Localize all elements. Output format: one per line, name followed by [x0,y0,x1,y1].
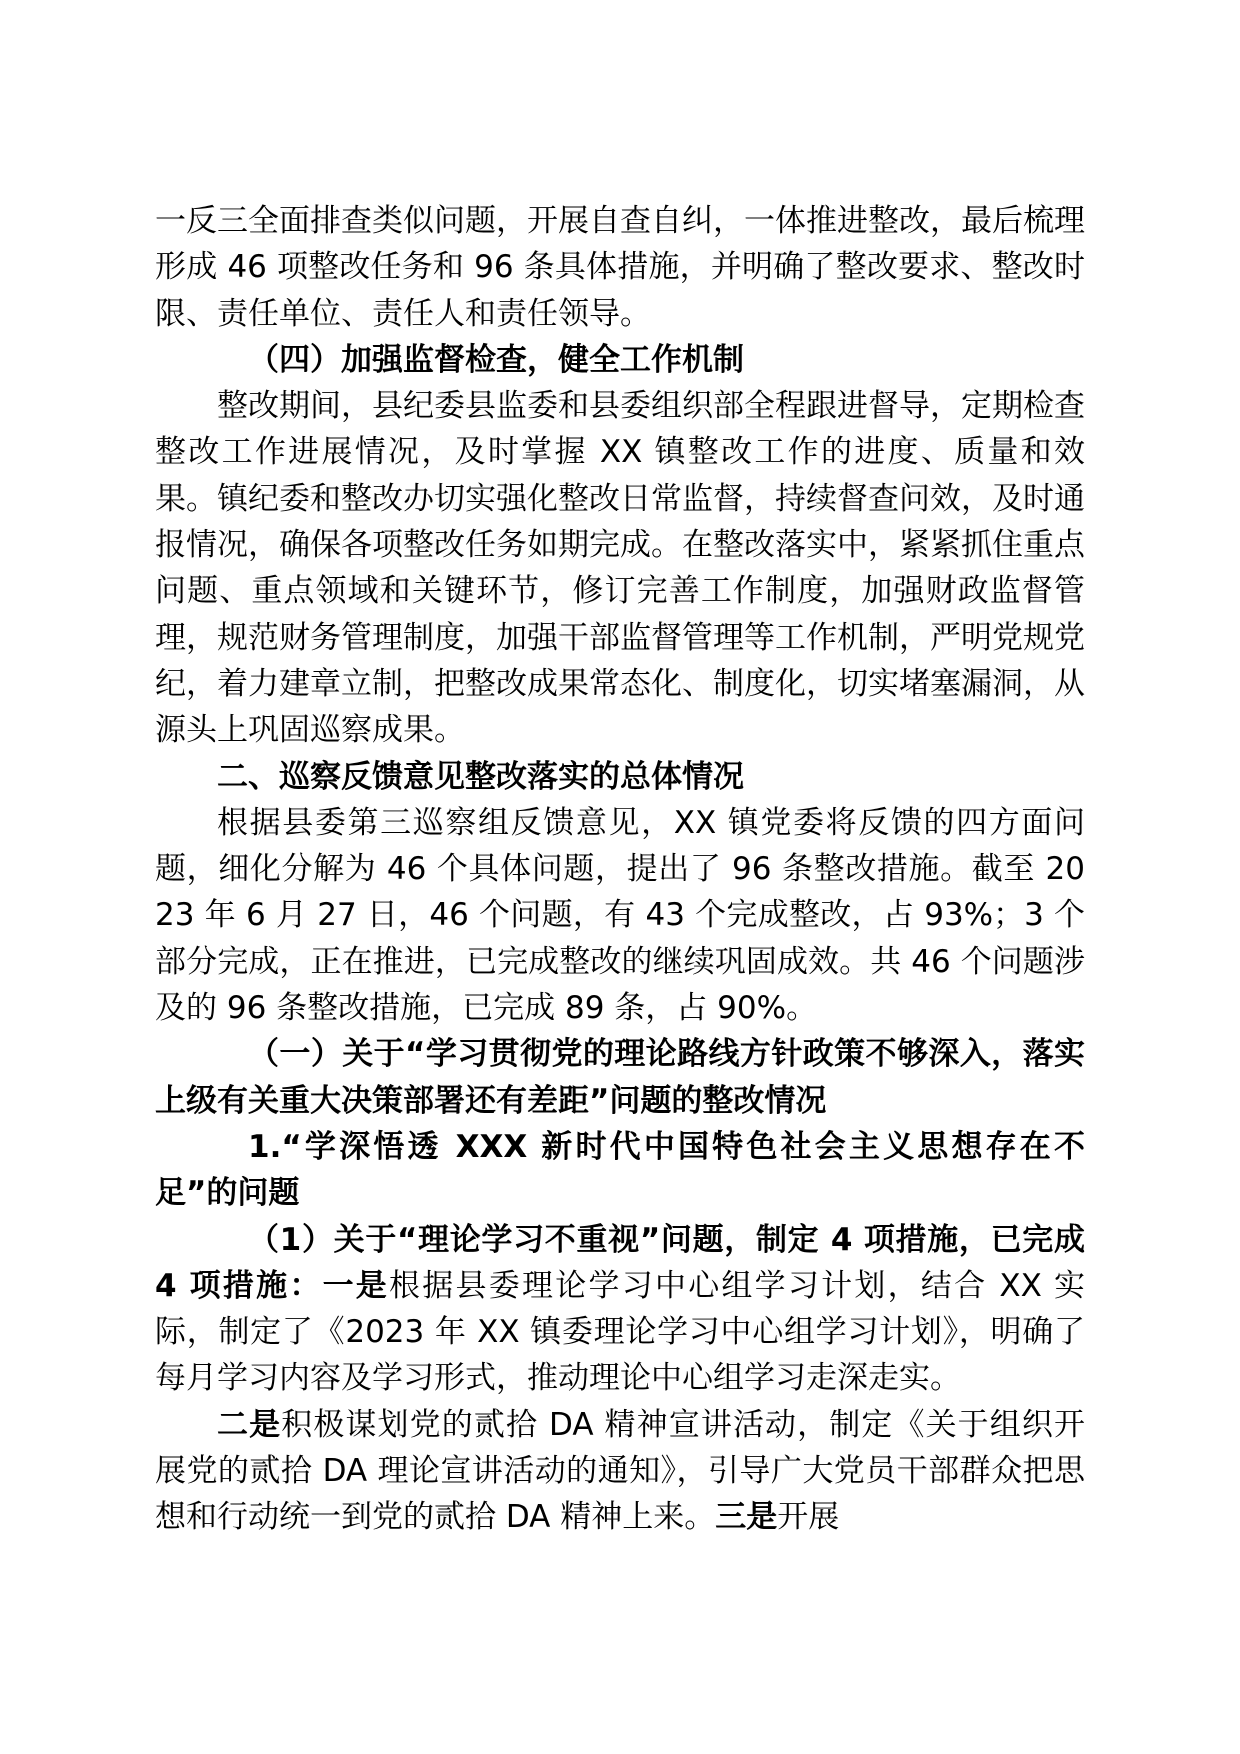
point-marker-second: 二是 [217,1406,282,1443]
paragraph-supervision [155,383,1085,753]
paragraph-overall-statistics [155,800,1085,1031]
paragraph-text: 整改期间，县纪委县监委和县委组织部全程跟进督导，定期检查整改工作进展情况，及时掌握 XX 镇整改工作的进度、质量和效果。镇纪委和整改办切实强化整改日常监督，持续督查问效，及时通报情况，确保各项整改任务如期完成。在整改落实中，紧紧抓住重点问题、重点领域和关键环节，修订完善工作制度，加强财政监督管理，规范财务管理制度，加强干部监督管理等工作机制，严明党规党纪，着力建章立制，把整改成果常态化、制度化，切实堵塞漏洞，从源头上巩固巡察成果。 [155,388,1085,749]
heading-text: （四）加强监督检查，健全工作机制 [248,341,744,378]
point-marker-third: 三是 [715,1499,778,1536]
heading-text: （一）关于“学习贯彻党的理论路线方针政策不够深入，落实上级有关重大决策部署还有差距”问题的整改情况 [155,1036,1085,1119]
paragraph-text: 积极谋划党的贰拾 DA 精神宣讲活动，制定《关于组织开展党的贰拾 DA 理论宣讲活动的通知》，引导广大党员干部群众把思想和行动统一到党的贰拾 DA 精神上来。 [155,1406,1085,1536]
heading-text: 二、巡察反馈意见整改落实的总体情况 [217,758,744,795]
document-body [155,198,1085,1541]
heading-text: 1.“学深悟透 XXX 新时代中国特色社会主义思想存在不足”的问题 [155,1128,1085,1212]
heading-supervision-mechanism [155,337,1085,383]
paragraph-text: 一反三全面排查类似问题，开展自查自纠，一体推进整改，最后梳理形成 46 项整改任务和 96 条具体措施，并明确了整改要求、整改时限、责任单位、责任人和责任领导。 [155,203,1085,332]
point-marker-first: 一是 [322,1267,390,1304]
paragraph-text: 开展 [777,1499,840,1536]
subheading-thought-study [155,1124,1085,1217]
paragraph-text: 根据县委第三巡察组反馈意见，XX 镇党委将反馈的四方面问题，细化分解为 46 个具体问题，提出了 96 条整改措施。截至 2023 年 6 月 27 日，46 个问题，有 43 个完成整改，占 93%；3 个部分完成，正在推进，已完成整改的继续巩固成效。共 46 个问题涉及的 96 条整改措施，已完成 89 条，占 90%。 [155,804,1085,1027]
heading-theory-study-issue [155,1031,1085,1124]
paragraph-measure-1 [155,1217,1085,1402]
paragraph-rectification-tasks [155,198,1085,337]
paragraph-measure-2-3 [155,1402,1085,1541]
measure-title: （1）关于“理论学习不重视”问题，制定 4 项措施，已完成 4 项措施： [155,1221,1085,1304]
paragraph-text: 根据县委理论学习中心组学习计划，结合 XX 实际，制定了《2023 年 XX 镇委理论学习中心组学习计划》，明确了每月学习内容及学习形式，推动理论中心组学习走深走实。 [155,1267,1085,1397]
heading-overall-situation [155,754,1085,800]
